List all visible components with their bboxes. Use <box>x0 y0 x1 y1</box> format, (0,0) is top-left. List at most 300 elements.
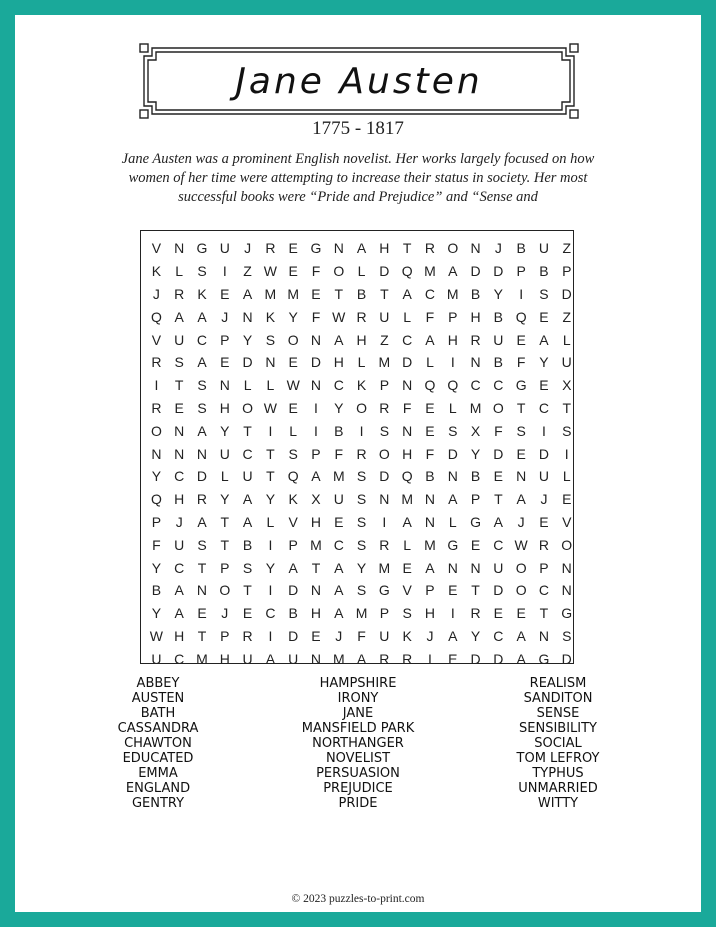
grid-letter[interactable]: E <box>242 605 253 622</box>
grid-letter[interactable]: Y <box>265 491 276 508</box>
grid-letter[interactable]: O <box>356 399 368 416</box>
grid-letter[interactable]: R <box>379 650 390 667</box>
grid-letter[interactable]: L <box>562 468 571 485</box>
grid-letter[interactable]: E <box>493 468 504 485</box>
grid-letter[interactable]: Y <box>470 445 481 462</box>
grid-letter[interactable]: A <box>265 650 276 667</box>
grid-letter[interactable]: A <box>448 627 458 644</box>
grid-letter[interactable]: U <box>242 650 253 667</box>
grid-letter[interactable]: I <box>450 354 455 371</box>
grid-letter[interactable]: T <box>243 422 252 439</box>
grid-letter[interactable]: S <box>197 377 207 394</box>
grid-letter[interactable]: J <box>517 513 525 530</box>
grid-letter[interactable]: W <box>149 627 163 644</box>
grid-letter[interactable]: F <box>402 399 412 416</box>
grid-letter[interactable]: F <box>425 445 435 462</box>
grid-letter[interactable]: R <box>470 331 481 348</box>
grid-letter[interactable]: L <box>289 422 298 439</box>
grid-letter[interactable]: N <box>561 582 572 599</box>
grid-letter[interactable]: M <box>424 536 436 553</box>
grid-letter[interactable]: O <box>150 422 162 439</box>
grid-letter[interactable]: E <box>288 263 298 280</box>
grid-letter[interactable]: N <box>310 331 322 348</box>
grid-letter[interactable]: I <box>450 605 455 622</box>
grid-letter[interactable]: J <box>540 491 548 508</box>
grid-letter[interactable]: R <box>402 650 413 667</box>
grid-letter[interactable]: B <box>470 285 481 302</box>
grid-letter[interactable]: E <box>516 445 526 462</box>
grid-letter[interactable]: B <box>151 582 162 599</box>
grid-letter[interactable]: S <box>562 422 572 439</box>
grid-letter[interactable]: U <box>151 650 162 667</box>
grid-letter[interactable]: N <box>470 240 481 257</box>
grid-letter[interactable]: G <box>196 240 208 257</box>
grid-letter[interactable]: G <box>447 536 459 553</box>
grid-letter[interactable]: B <box>470 468 481 485</box>
grid-letter[interactable]: R <box>356 445 367 462</box>
grid-letter[interactable]: R <box>379 536 390 553</box>
grid-letter[interactable]: K <box>197 285 207 302</box>
grid-letter[interactable]: X <box>311 491 321 508</box>
grid-letter[interactable]: A <box>539 331 549 348</box>
grid-letter[interactable]: B <box>493 308 504 325</box>
grid-letter[interactable]: H <box>424 605 436 622</box>
grid-letter[interactable]: L <box>448 513 457 530</box>
grid-letter[interactable]: V <box>402 582 412 599</box>
grid-letter[interactable]: P <box>220 559 230 576</box>
grid-letter[interactable]: A <box>448 263 458 280</box>
grid-letter[interactable]: R <box>242 627 253 644</box>
grid-letter[interactable]: E <box>539 377 549 394</box>
grid-letter[interactable]: Y <box>151 559 162 576</box>
grid-letter[interactable]: L <box>562 331 571 348</box>
grid-letter[interactable]: H <box>219 399 230 416</box>
grid-letter[interactable]: F <box>516 354 526 371</box>
grid-letter[interactable]: C <box>470 377 481 394</box>
grid-letter[interactable]: X <box>470 422 481 439</box>
grid-letter[interactable]: V <box>562 513 572 530</box>
grid-letter[interactable]: A <box>356 650 367 667</box>
grid-letter[interactable]: B <box>493 354 504 371</box>
grid-letter[interactable]: T <box>243 582 252 599</box>
grid-letter[interactable]: V <box>151 331 162 348</box>
grid-letter[interactable]: E <box>311 627 321 644</box>
grid-letter[interactable]: M <box>401 491 413 508</box>
grid-letter[interactable]: E <box>493 605 504 622</box>
grid-letter[interactable]: R <box>265 240 276 257</box>
grid-letter[interactable]: N <box>424 513 436 530</box>
grid-letter[interactable]: N <box>424 491 436 508</box>
grid-letter[interactable]: H <box>174 627 185 644</box>
grid-letter[interactable]: A <box>197 308 207 325</box>
grid-letter[interactable]: N <box>379 491 390 508</box>
grid-letter[interactable]: L <box>266 377 275 394</box>
grid-letter[interactable]: C <box>242 445 253 462</box>
grid-letter[interactable]: S <box>174 354 184 371</box>
grid-letter[interactable]: F <box>334 445 344 462</box>
grid-letter[interactable]: R <box>538 536 549 553</box>
grid-letter[interactable]: S <box>356 468 367 485</box>
grid-letter[interactable]: N <box>470 559 481 576</box>
grid-letter[interactable]: A <box>242 285 253 302</box>
grid-letter[interactable]: O <box>242 399 254 416</box>
grid-letter[interactable]: R <box>424 240 436 257</box>
grid-letter[interactable]: P <box>220 627 230 644</box>
grid-letter[interactable]: I <box>564 445 569 462</box>
grid-letter[interactable]: Y <box>151 468 162 485</box>
grid-letter[interactable]: H <box>310 605 322 622</box>
grid-letter[interactable]: E <box>448 582 458 599</box>
grid-letter[interactable]: T <box>311 559 321 576</box>
grid-letter[interactable]: K <box>356 377 367 394</box>
grid-letter[interactable]: Y <box>265 559 276 576</box>
grid-letter[interactable]: Q <box>150 491 162 508</box>
grid-letter[interactable]: T <box>380 285 389 302</box>
grid-letter[interactable]: H <box>219 650 230 667</box>
grid-letter[interactable]: C <box>265 605 276 622</box>
grid-letter[interactable]: L <box>357 263 366 280</box>
grid-letter[interactable]: B <box>334 422 344 439</box>
grid-letter[interactable]: F <box>311 308 321 325</box>
grid-letter[interactable]: M <box>424 263 436 280</box>
grid-letter[interactable]: N <box>310 582 322 599</box>
grid-letter[interactable]: Y <box>470 627 481 644</box>
grid-letter[interactable]: I <box>268 422 273 439</box>
grid-letter[interactable]: U <box>493 559 504 576</box>
grid-letter[interactable]: N <box>174 445 185 462</box>
grid-letter[interactable]: A <box>197 513 207 530</box>
grid-letter[interactable]: G <box>310 240 322 257</box>
grid-letter[interactable]: C <box>402 331 413 348</box>
grid-letter[interactable]: A <box>334 331 344 348</box>
grid-letter[interactable]: C <box>424 285 436 302</box>
grid-letter[interactable]: T <box>562 399 572 416</box>
grid-letter[interactable]: P <box>151 513 162 530</box>
grid-letter[interactable]: B <box>539 263 549 280</box>
grid-letter[interactable]: U <box>174 331 185 348</box>
grid-letter[interactable]: J <box>426 627 434 644</box>
grid-letter[interactable]: C <box>538 399 549 416</box>
grid-letter[interactable]: N <box>402 377 413 394</box>
grid-letter[interactable]: A <box>425 559 435 576</box>
grid-letter[interactable]: U <box>538 240 549 257</box>
grid-letter[interactable]: O <box>287 331 299 348</box>
grid-letter[interactable]: T <box>471 582 480 599</box>
grid-letter[interactable]: D <box>493 445 504 462</box>
grid-letter[interactable]: A <box>334 605 344 622</box>
grid-letter[interactable]: A <box>242 513 253 530</box>
grid-letter[interactable]: L <box>266 513 275 530</box>
grid-letter[interactable]: R <box>151 354 162 371</box>
grid-letter[interactable]: Y <box>220 422 230 439</box>
grid-letter[interactable]: I <box>268 536 273 553</box>
grid-letter[interactable]: E <box>220 354 230 371</box>
grid-letter[interactable]: N <box>151 445 162 462</box>
grid-letter[interactable]: M <box>332 468 345 485</box>
grid-letter[interactable]: P <box>425 582 435 599</box>
grid-letter[interactable]: H <box>333 354 344 371</box>
grid-letter[interactable]: A <box>516 491 526 508</box>
grid-letter[interactable]: O <box>447 240 459 257</box>
grid-letter[interactable]: D <box>379 468 390 485</box>
grid-letter[interactable]: A <box>311 468 321 485</box>
grid-letter[interactable]: N <box>242 308 253 325</box>
grid-letter[interactable]: N <box>219 377 230 394</box>
grid-letter[interactable]: S <box>402 605 412 622</box>
grid-letter[interactable]: Z <box>243 263 252 280</box>
grid-letter[interactable]: Z <box>562 308 572 325</box>
grid-letter[interactable]: Y <box>288 308 298 325</box>
grid-letter[interactable]: T <box>494 491 503 508</box>
grid-letter[interactable]: U <box>493 331 504 348</box>
grid-letter[interactable]: D <box>196 468 208 485</box>
grid-letter[interactable]: N <box>470 354 481 371</box>
grid-letter[interactable]: T <box>266 468 275 485</box>
grid-letter[interactable]: P <box>288 536 298 553</box>
grid-letter[interactable]: N <box>310 650 322 667</box>
grid-letter[interactable]: N <box>196 582 208 599</box>
grid-letter[interactable]: S <box>197 399 207 416</box>
grid-letter[interactable]: T <box>197 627 207 644</box>
grid-letter[interactable]: T <box>266 445 275 462</box>
grid-letter[interactable]: Y <box>356 559 367 576</box>
grid-letter[interactable]: I <box>268 582 273 599</box>
grid-letter[interactable]: A <box>402 513 412 530</box>
grid-letter[interactable]: U <box>333 491 344 508</box>
grid-letter[interactable]: W <box>286 377 300 394</box>
grid-letter[interactable]: E <box>311 285 321 302</box>
grid-letter[interactable]: T <box>334 285 344 302</box>
grid-letter[interactable]: I <box>222 263 227 280</box>
grid-letter[interactable]: I <box>542 422 546 439</box>
grid-letter[interactable]: D <box>561 285 572 302</box>
grid-letter[interactable]: N <box>447 468 458 485</box>
grid-letter[interactable]: H <box>402 445 413 462</box>
grid-letter[interactable]: M <box>469 399 482 416</box>
grid-letter[interactable]: P <box>516 263 526 280</box>
grid-letter[interactable]: M <box>196 650 208 667</box>
grid-letter[interactable]: I <box>314 422 318 439</box>
grid-letter[interactable]: Q <box>401 468 413 485</box>
grid-letter[interactable]: Y <box>242 331 253 348</box>
grid-letter[interactable]: E <box>516 331 526 348</box>
grid-letter[interactable]: R <box>379 399 390 416</box>
grid-letter[interactable]: S <box>516 422 526 439</box>
grid-letter[interactable]: P <box>311 445 321 462</box>
grid-letter[interactable]: E <box>539 308 549 325</box>
grid-letter[interactable]: O <box>561 536 573 553</box>
grid-letter[interactable]: A <box>448 491 458 508</box>
grid-letter[interactable]: D <box>493 263 504 280</box>
grid-letter[interactable]: H <box>310 513 322 530</box>
grid-letter[interactable]: W <box>514 536 528 553</box>
grid-letter[interactable]: P <box>539 559 549 576</box>
grid-letter[interactable]: S <box>539 285 549 302</box>
grid-letter[interactable]: B <box>516 240 526 257</box>
grid-letter[interactable]: A <box>197 354 207 371</box>
grid-letter[interactable]: L <box>220 468 229 485</box>
grid-letter[interactable]: F <box>494 422 503 439</box>
grid-letter[interactable]: F <box>152 536 161 553</box>
grid-letter[interactable]: S <box>197 263 207 280</box>
grid-letter[interactable]: N <box>333 240 344 257</box>
grid-letter[interactable]: P <box>379 377 390 394</box>
grid-letter[interactable]: C <box>174 468 185 485</box>
grid-letter[interactable]: Q <box>447 377 459 394</box>
grid-letter[interactable]: A <box>334 559 344 576</box>
grid-letter[interactable]: M <box>332 650 345 667</box>
grid-letter[interactable]: L <box>243 377 252 394</box>
grid-letter[interactable]: D <box>493 650 504 667</box>
grid-letter[interactable]: D <box>561 650 572 667</box>
grid-letter[interactable]: D <box>402 354 413 371</box>
grid-letter[interactable]: U <box>219 445 230 462</box>
grid-letter[interactable]: S <box>356 491 367 508</box>
grid-letter[interactable]: E <box>174 399 184 416</box>
grid-letter[interactable]: L <box>426 354 434 371</box>
grid-letter[interactable]: C <box>493 627 504 644</box>
grid-letter[interactable]: A <box>242 491 253 508</box>
grid-letter[interactable]: J <box>221 308 229 325</box>
grid-letter[interactable]: F <box>311 263 321 280</box>
grid-letter[interactable]: T <box>220 513 230 530</box>
grid-letter[interactable]: S <box>288 445 298 462</box>
grid-letter[interactable]: N <box>265 354 276 371</box>
grid-letter[interactable]: E <box>470 536 481 553</box>
grid-letter[interactable]: U <box>242 468 253 485</box>
grid-letter[interactable]: B <box>242 536 253 553</box>
grid-letter[interactable]: S <box>197 536 207 553</box>
grid-letter[interactable]: R <box>470 605 481 622</box>
grid-letter[interactable]: D <box>470 650 481 667</box>
grid-letter[interactable]: R <box>356 308 367 325</box>
grid-letter[interactable]: A <box>402 285 412 302</box>
grid-letter[interactable]: D <box>242 354 253 371</box>
grid-letter[interactable]: S <box>356 582 367 599</box>
grid-letter[interactable]: Q <box>401 263 413 280</box>
grid-letter[interactable]: M <box>446 285 459 302</box>
grid-letter[interactable]: U <box>561 354 572 371</box>
grid-letter[interactable]: E <box>539 513 549 530</box>
grid-letter[interactable]: C <box>333 377 344 394</box>
grid-letter[interactable]: X <box>562 377 572 394</box>
grid-letter[interactable]: A <box>174 308 184 325</box>
grid-letter[interactable]: L <box>403 536 412 553</box>
grid-letter[interactable]: N <box>402 422 413 439</box>
grid-letter[interactable]: C <box>174 559 185 576</box>
grid-letter[interactable]: T <box>174 377 184 394</box>
grid-letter[interactable]: T <box>516 399 526 416</box>
grid-letter[interactable]: U <box>288 650 299 667</box>
grid-letter[interactable]: P <box>470 491 481 508</box>
grid-letter[interactable]: B <box>425 468 435 485</box>
grid-letter[interactable]: A <box>516 650 526 667</box>
grid-letter[interactable]: L <box>175 263 184 280</box>
grid-letter[interactable]: E <box>516 605 526 622</box>
grid-letter[interactable]: Y <box>493 285 504 302</box>
grid-letter[interactable]: E <box>288 240 298 257</box>
grid-letter[interactable]: S <box>448 422 458 439</box>
grid-letter[interactable]: G <box>378 582 390 599</box>
grid-letter[interactable]: S <box>562 627 572 644</box>
grid-letter[interactable]: N <box>196 445 208 462</box>
grid-letter[interactable]: D <box>493 582 504 599</box>
grid-letter[interactable]: E <box>448 650 458 667</box>
grid-letter[interactable]: W <box>332 308 346 325</box>
grid-letter[interactable]: O <box>515 582 527 599</box>
grid-letter[interactable]: L <box>357 354 366 371</box>
grid-letter[interactable]: U <box>379 308 390 325</box>
grid-letter[interactable]: R <box>196 491 208 508</box>
grid-letter[interactable]: Z <box>562 240 572 257</box>
grid-letter[interactable]: G <box>561 605 573 622</box>
grid-letter[interactable]: C <box>538 582 549 599</box>
grid-letter[interactable]: D <box>288 582 299 599</box>
grid-letter[interactable]: P <box>220 331 230 348</box>
grid-letter[interactable]: T <box>220 536 230 553</box>
grid-letter[interactable]: M <box>287 285 300 302</box>
grid-letter[interactable]: T <box>197 559 207 576</box>
grid-letter[interactable]: L <box>448 399 457 416</box>
grid-letter[interactable]: A <box>288 559 298 576</box>
grid-letter[interactable]: V <box>288 513 298 530</box>
grid-letter[interactable]: I <box>382 513 387 530</box>
grid-letter[interactable]: M <box>378 354 391 371</box>
grid-letter[interactable]: J <box>244 240 252 257</box>
grid-letter[interactable]: I <box>268 627 273 644</box>
grid-letter[interactable]: K <box>288 491 298 508</box>
grid-letter[interactable]: K <box>151 263 162 280</box>
grid-letter[interactable]: K <box>265 308 276 325</box>
grid-letter[interactable]: Y <box>334 399 344 416</box>
grid-letter[interactable]: I <box>314 399 318 416</box>
grid-letter[interactable]: E <box>562 491 572 508</box>
grid-letter[interactable]: U <box>379 627 390 644</box>
grid-letter[interactable]: U <box>219 240 230 257</box>
grid-letter[interactable]: H <box>379 240 390 257</box>
grid-letter[interactable]: C <box>493 377 504 394</box>
grid-letter[interactable]: W <box>263 263 277 280</box>
grid-letter[interactable]: T <box>539 605 549 622</box>
grid-letter[interactable]: T <box>402 240 412 257</box>
grid-letter[interactable]: Q <box>150 308 162 325</box>
grid-letter[interactable]: E <box>288 399 298 416</box>
grid-letter[interactable]: F <box>357 627 366 644</box>
grid-letter[interactable]: N <box>310 377 322 394</box>
grid-letter[interactable]: D <box>310 354 322 371</box>
grid-letter[interactable]: J <box>335 627 343 644</box>
grid-letter[interactable]: H <box>356 331 367 348</box>
grid-letter[interactable]: O <box>492 399 504 416</box>
grid-letter[interactable]: A <box>197 422 207 439</box>
grid-letter[interactable]: D <box>288 627 299 644</box>
grid-letter[interactable]: F <box>425 308 435 325</box>
grid-letter[interactable]: V <box>151 240 162 257</box>
grid-letter[interactable]: J <box>175 513 183 530</box>
grid-letter[interactable]: B <box>356 285 367 302</box>
grid-letter[interactable]: A <box>334 582 344 599</box>
grid-letter[interactable]: W <box>263 399 277 416</box>
grid-letter[interactable]: O <box>515 559 527 576</box>
grid-letter[interactable]: Q <box>515 308 527 325</box>
grid-letter[interactable]: R <box>174 285 185 302</box>
grid-letter[interactable]: E <box>402 559 412 576</box>
grid-letter[interactable]: J <box>152 285 160 302</box>
grid-letter[interactable]: D <box>470 263 481 280</box>
grid-letter[interactable]: S <box>265 331 276 348</box>
grid-letter[interactable]: E <box>288 354 298 371</box>
grid-letter[interactable]: O <box>378 445 390 462</box>
